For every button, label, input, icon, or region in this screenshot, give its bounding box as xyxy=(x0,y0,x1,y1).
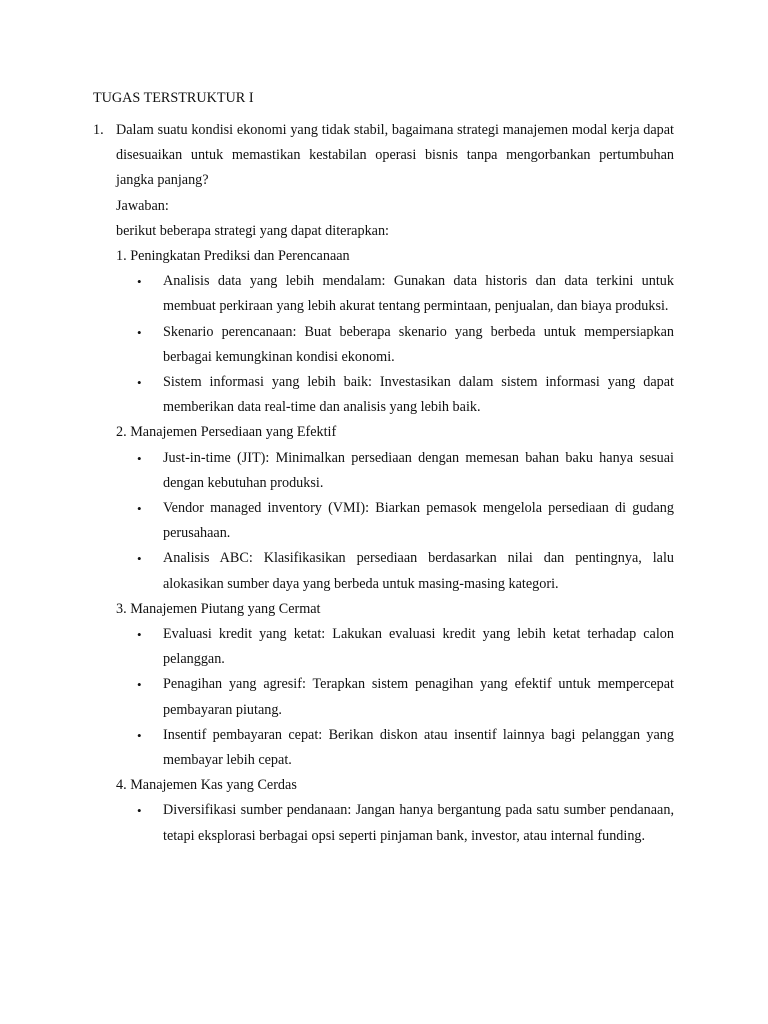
section-heading: 1. Peningkatan Prediksi dan Perencanaan xyxy=(116,248,350,265)
document-page xyxy=(93,86,674,849)
list-item xyxy=(116,446,674,496)
document-title: TUGAS TERSTRUKTUR I xyxy=(93,90,254,106)
question-number: 1. xyxy=(93,122,104,138)
answer-intro: berikut beberapa strategi yang dapat diterapkan: xyxy=(116,222,389,239)
bullet-icon: • xyxy=(137,450,142,466)
list-item xyxy=(116,370,674,420)
list-item-text: Penagihan yang agresif: Terapkan sistem penagihan yang efektif untuk mempercepat pembayaran piutang. xyxy=(163,676,674,718)
list-item-text: Just-in-time (JIT): Minimalkan persediaan dengan memesan bahan baku hanya sesuai dengan kebutuhan produksi. xyxy=(163,449,674,491)
bullet-icon: • xyxy=(137,627,142,643)
list-item xyxy=(116,269,674,319)
section-heading: 2. Manajemen Persediaan yang Efektif xyxy=(116,424,337,441)
bullet-list xyxy=(116,446,674,597)
list-item-text: Analisis ABC: Klasifikasikan persediaan berdasarkan nilai dan pentingnya, lalu alokasikan sumber daya yang berbeda untuk masing-masing kategori. xyxy=(163,550,674,592)
question-text: Dalam suatu kondisi ekonomi yang tidak stabil, bagaimana strategi manajemen modal kerja dapat disesuaikan untuk memastikan kestabilan operasi bisnis tanpa mengorbankan pertumbuhan jangka panjang? xyxy=(116,122,674,189)
list-item-text: Analisis data yang lebih mendalam: Gunakan data historis dan data terkini untuk membuat perkiraan yang lebih akurat tentang permintaan, penjualan, dan biaya produksi. xyxy=(163,273,674,315)
answer-label: Jawaban: xyxy=(116,197,169,214)
question-body xyxy=(116,118,674,849)
bullet-icon: • xyxy=(137,677,142,693)
bullet-list xyxy=(116,269,674,420)
bullet-icon: • xyxy=(137,803,142,819)
section-heading: 3. Manajemen Piutang yang Cermat xyxy=(116,600,321,617)
bullet-icon: • xyxy=(137,727,142,743)
bullet-icon: • xyxy=(137,551,142,567)
list-item xyxy=(116,672,674,722)
list-item xyxy=(116,496,674,546)
bullet-icon: • xyxy=(137,501,142,517)
bullet-list xyxy=(116,798,674,848)
bullet-icon: • xyxy=(137,324,142,340)
bullet-icon: • xyxy=(137,274,142,290)
bullet-icon: • xyxy=(137,375,142,391)
list-item-text: Skenario perencanaan: Buat beberapa skenario yang berbeda untuk mempersiapkan berbagai kemungkinan kondisi ekonomi. xyxy=(163,323,674,365)
list-item-text: Vendor managed inventory (VMI): Biarkan pemasok mengelola persediaan di gudang perusahaan. xyxy=(163,500,674,542)
list-item xyxy=(116,546,674,596)
list-item-text: Diversifikasi sumber pendanaan: Jangan hanya bergantung pada satu sumber pendanaan, tetapi eksplorasi berbagai opsi seperti pinjaman bank, investor, atau internal funding. xyxy=(163,802,674,844)
list-item-text: Sistem informasi yang lebih baik: Investasikan dalam sistem informasi yang dapat memberikan data real-time dan analisis yang lebih baik. xyxy=(163,374,674,416)
list-item xyxy=(116,622,674,672)
list-item xyxy=(116,320,674,370)
bullet-list xyxy=(116,622,674,773)
question-1 xyxy=(93,118,674,849)
list-item xyxy=(116,798,674,848)
section-heading: 4. Manajemen Kas yang Cerdas xyxy=(116,777,297,794)
list-item xyxy=(116,723,674,773)
list-item-text: Insentif pembayaran cepat: Berikan diskon atau insentif lainnya bagi pelanggan yang membayar lebih cepat. xyxy=(163,726,674,769)
list-item-text: Evaluasi kredit yang ketat: Lakukan evaluasi kredit yang lebih ketat terhadap calon pelanggan. xyxy=(163,626,674,668)
